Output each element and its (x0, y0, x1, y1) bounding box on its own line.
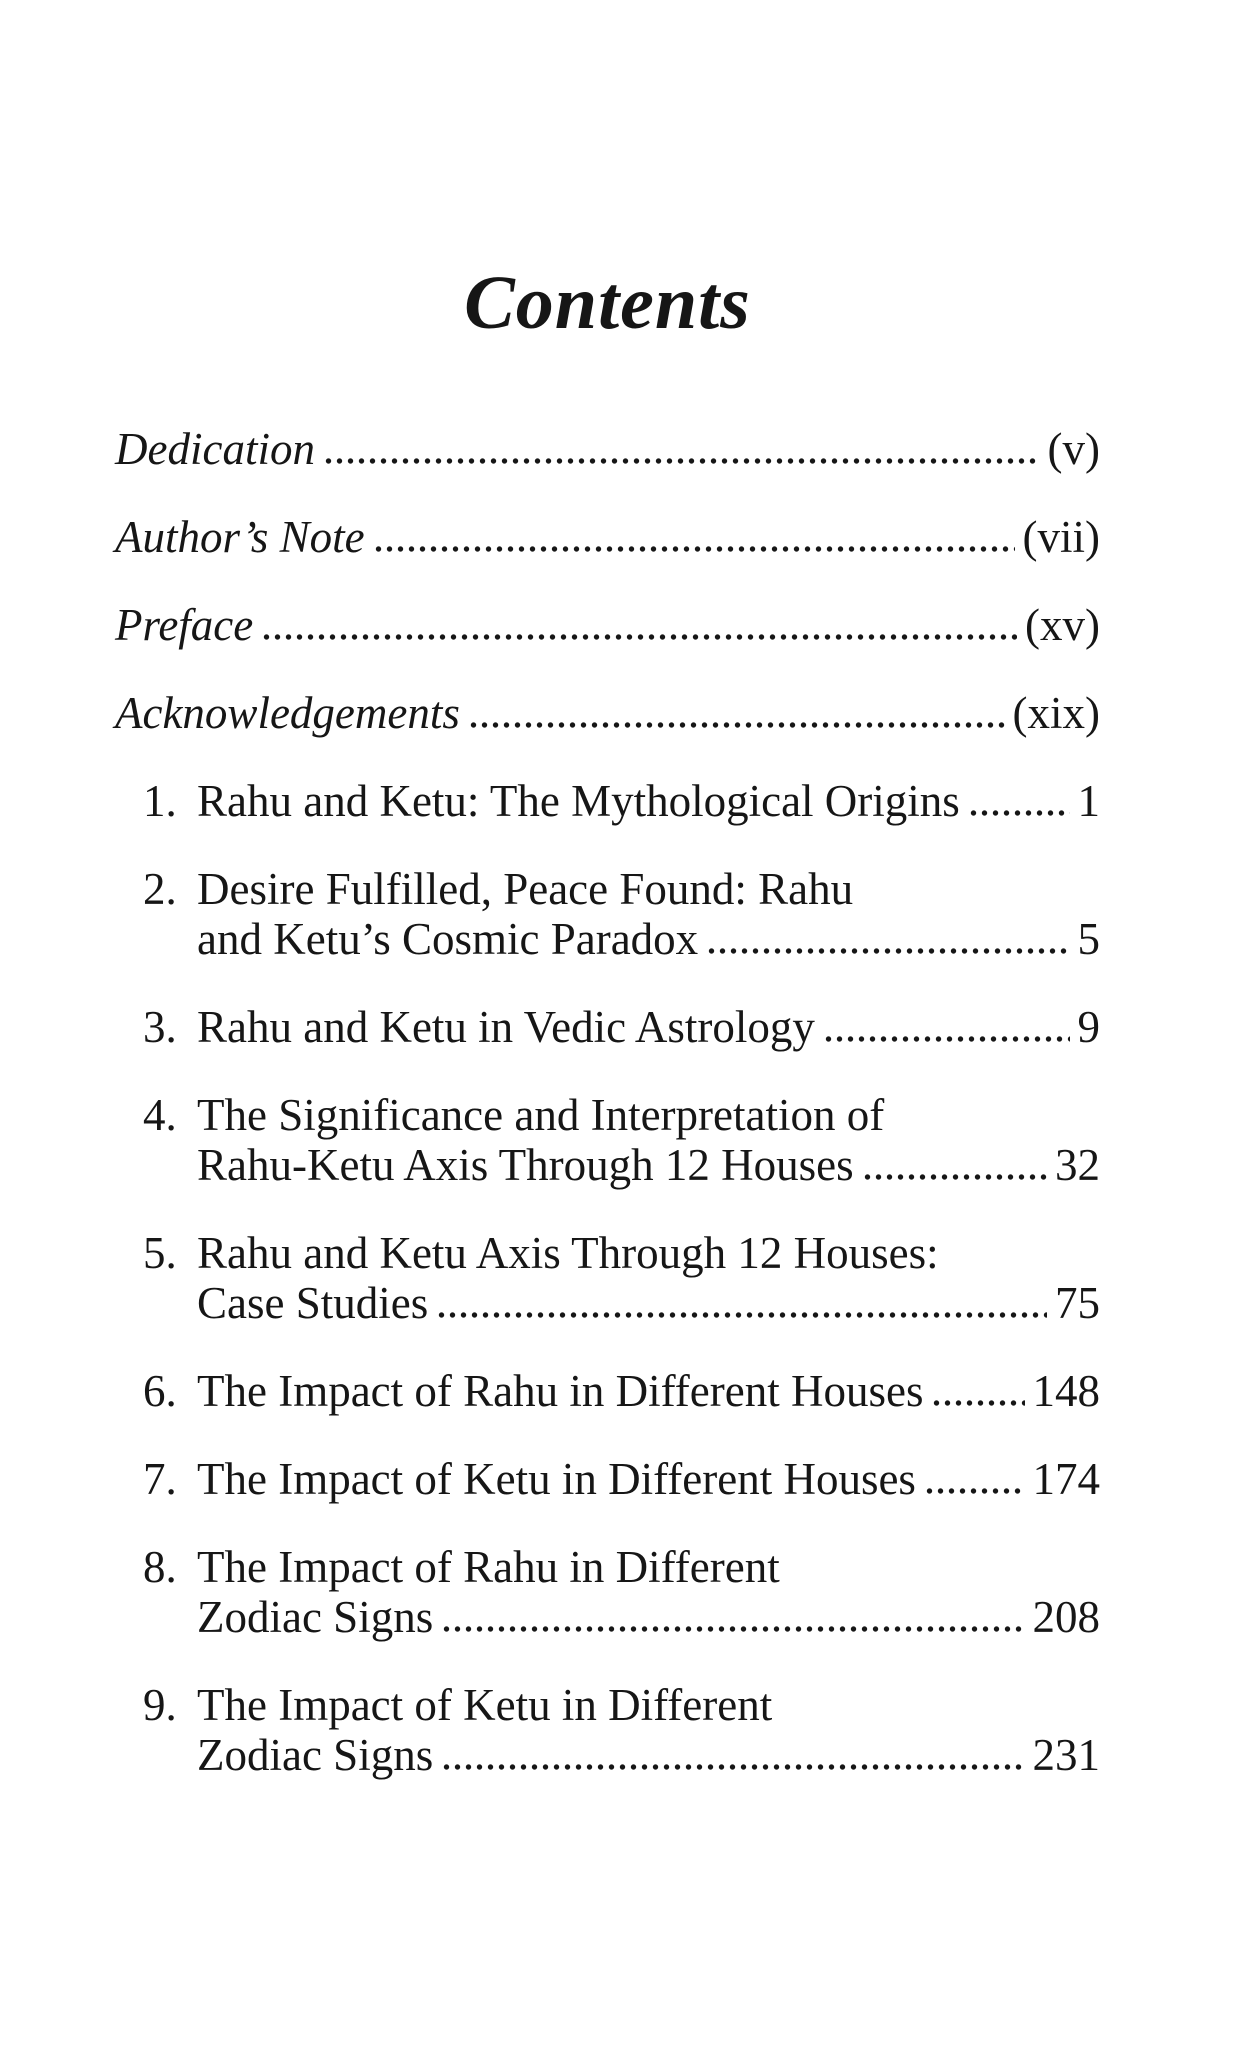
page-number: 208 (1032, 1591, 1100, 1642)
chapter-line (197, 1542, 1100, 1592)
chapter-entry (143, 1680, 1100, 1780)
chapter-body (197, 864, 1100, 964)
chapter-number: 4. (143, 1089, 177, 1140)
front-matter-label: Preface (115, 599, 254, 650)
page-number: 148 (1032, 1365, 1100, 1416)
chapter-line-text: The Impact of Rahu in Different (197, 1541, 780, 1592)
chapter-entry (143, 1542, 1100, 1642)
chapter-line (197, 776, 1100, 826)
page-number: (xix) (1012, 687, 1100, 738)
chapter-line (197, 1454, 1100, 1504)
dot-leader (706, 947, 1069, 955)
page-number: (v) (1047, 423, 1100, 474)
front-matter-label: Acknowledgements (115, 687, 460, 738)
page-number: 5 (1077, 913, 1100, 964)
chapter-line (197, 1090, 1100, 1140)
chapter-entry (143, 864, 1100, 964)
front-matter-label: Dedication (115, 423, 315, 474)
front-matter-entry (115, 600, 1100, 650)
dot-leader (862, 1173, 1047, 1181)
chapter-line (197, 1366, 1100, 1416)
chapter-number: 8. (143, 1541, 177, 1592)
chapter-body (197, 1090, 1100, 1190)
chapter-line-text: Rahu and Ketu: The Mythological Origins (197, 775, 960, 826)
chapter-line-text: Case Studies (197, 1277, 429, 1328)
dot-leader (436, 1311, 1047, 1319)
chapter-entry (143, 1002, 1100, 1052)
chapter-body (197, 776, 1100, 826)
chapter-line (197, 1278, 1100, 1328)
chapter-line (197, 864, 1100, 914)
chapter-body (197, 1542, 1100, 1642)
chapter-number: 5. (143, 1227, 177, 1278)
page-number: 231 (1032, 1729, 1100, 1780)
chapter-line-text: Rahu-Ketu Axis Through 12 Houses (197, 1139, 854, 1190)
chapter-line (197, 1140, 1100, 1190)
chapter-entry (143, 1366, 1100, 1416)
chapter-list (115, 776, 1100, 1780)
chapter-line-text: Zodiac Signs (197, 1591, 434, 1642)
chapter-number: 1. (143, 775, 177, 826)
chapter-line (197, 1680, 1100, 1730)
chapter-body (197, 1002, 1100, 1052)
chapter-entry (143, 1454, 1100, 1504)
chapter-entry (143, 1228, 1100, 1328)
chapter-line-text: Zodiac Signs (197, 1729, 434, 1780)
page-title: Contents (464, 261, 751, 345)
chapter-entry (143, 776, 1100, 826)
chapter-body (197, 1454, 1100, 1504)
chapter-line (197, 1730, 1100, 1780)
chapter-line-text: Rahu and Ketu in Vedic Astrology (197, 1001, 815, 1052)
chapter-line (197, 1592, 1100, 1642)
chapter-line-text: and Ketu’s Cosmic Paradox (197, 913, 699, 964)
page-number: 9 (1077, 1001, 1100, 1052)
front-matter-label: Author’s Note (115, 511, 365, 562)
chapter-number: 7. (143, 1453, 177, 1504)
chapter-number: 3. (143, 1001, 177, 1052)
chapter-body (197, 1680, 1100, 1780)
chapter-line-text: The Significance and Interpretation of (197, 1089, 885, 1140)
chapter-number: 6. (143, 1365, 177, 1416)
dot-leader (823, 1035, 1070, 1043)
chapter-line-text: The Impact of Ketu in Different (197, 1679, 773, 1730)
chapter-line (197, 1228, 1100, 1278)
dot-leader (441, 1625, 1024, 1633)
chapter-line-text: The Impact of Ketu in Different Houses (197, 1453, 916, 1504)
chapter-line (197, 914, 1100, 964)
page-number: 174 (1032, 1453, 1100, 1504)
page-number: 1 (1077, 775, 1100, 826)
dot-leader (924, 1487, 1025, 1495)
dot-leader (931, 1399, 1024, 1407)
front-matter-entry (115, 512, 1100, 562)
chapter-number: 2. (143, 863, 177, 914)
chapter-body (197, 1366, 1100, 1416)
chapter-number: 9. (143, 1679, 177, 1730)
chapter-line-text: The Impact of Rahu in Different Houses (197, 1365, 924, 1416)
chapter-line-text: Desire Fulfilled, Peace Found: Rahu (197, 863, 854, 914)
dot-leader (441, 1763, 1024, 1771)
dot-leader (468, 721, 1005, 729)
page-number: (vii) (1022, 511, 1100, 562)
dot-leader (373, 545, 1015, 553)
page-number: (xv) (1025, 599, 1100, 650)
dot-leader (261, 633, 1017, 641)
page-number: 32 (1055, 1139, 1100, 1190)
chapter-entry (143, 1090, 1100, 1190)
dot-leader (323, 457, 1040, 465)
front-matter-list (115, 424, 1100, 738)
chapter-body (197, 1228, 1100, 1328)
dot-leader (968, 809, 1070, 817)
front-matter-entry (115, 424, 1100, 474)
chapter-line-text: Rahu and Ketu Axis Through 12 Houses: (197, 1227, 939, 1278)
front-matter-entry (115, 688, 1100, 738)
chapter-line (197, 1002, 1100, 1052)
page-number: 75 (1055, 1277, 1100, 1328)
